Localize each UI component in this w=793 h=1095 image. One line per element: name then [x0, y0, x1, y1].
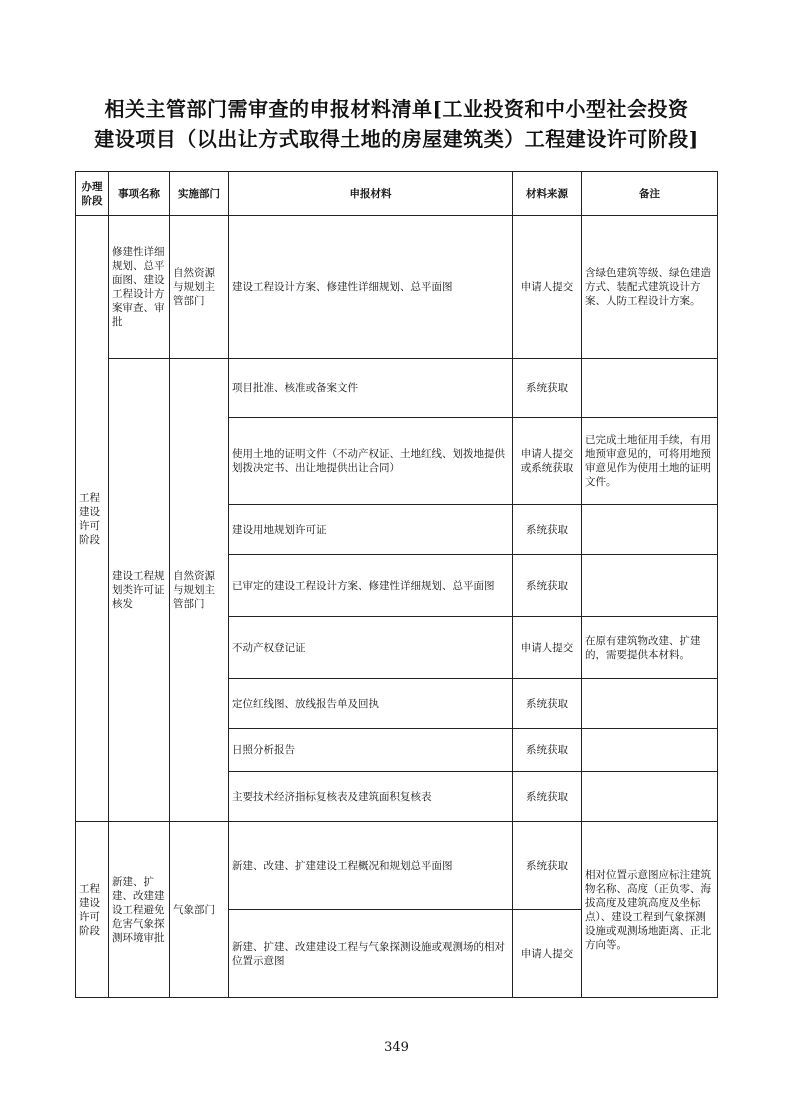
- note-cell: 在原有建筑物改建、扩建的，需要提供本材料。: [582, 617, 718, 679]
- header-department: 实施部门: [170, 172, 229, 216]
- material-cell: 新建、扩建、改建建设工程与气象探测设施或观测场的相对位置示意图: [229, 910, 513, 998]
- source-cell: 申请人提交: [513, 617, 582, 679]
- note-cell: [582, 772, 718, 822]
- stage-cell: 工程建设许可阶段: [76, 822, 109, 998]
- note-cell: 含绿色建筑等级、绿色建造方式、装配式建筑设计方案、人防工程设计方案。: [582, 216, 718, 359]
- material-cell: 项目批准、核准或备案文件: [229, 359, 513, 418]
- note-cell: 相对位置示意图应标注建筑物名称、高度（正负零、海拔高度及建筑高度及坐标点）、建设工程到气象探测设施或观测场地距离、正北方向等。: [582, 822, 718, 998]
- header-note: 备注: [582, 172, 718, 216]
- stage-cell: 工程建设许可阶段: [76, 216, 109, 822]
- source-cell: 系统获取: [513, 555, 582, 617]
- header-row: [76, 172, 718, 216]
- source-cell: 系统获取: [513, 822, 582, 910]
- item-name-cell: 修建性详细规划、总平面图、建设工程设计方案审查、审批: [109, 216, 170, 359]
- department-cell: 气象部门: [170, 822, 229, 998]
- material-cell: 不动产权登记证: [229, 617, 513, 679]
- materials-table: [75, 171, 718, 998]
- material-cell: 主要技术经济指标复核表及建筑面积复核表: [229, 772, 513, 822]
- material-cell: 使用土地的证明文件（不动产权证、土地红线、划拨地提供划拨决定书、出让地提供出让合同）: [229, 418, 513, 505]
- source-cell: 系统获取: [513, 359, 582, 418]
- header-item-name: 事项名称: [109, 172, 170, 216]
- note-cell: [582, 555, 718, 617]
- source-cell: 申请人提交: [513, 910, 582, 998]
- table-row: [76, 216, 718, 359]
- source-cell: 申请人提交: [513, 216, 582, 359]
- source-cell: 系统获取: [513, 505, 582, 555]
- department-cell: 自然资源与规划主管部门: [170, 216, 229, 359]
- note-cell: [582, 359, 718, 418]
- material-cell: 建设用地规划许可证: [229, 505, 513, 555]
- document-title: [40, 94, 753, 154]
- item-name-cell: 建设工程规划类许可证核发: [109, 359, 170, 822]
- note-cell: [582, 505, 718, 555]
- header-stage: 办理阶段: [76, 172, 109, 216]
- source-cell: 申请人提交或系统获取: [513, 418, 582, 505]
- title-line-2: 建设项目（以出让方式取得土地的房屋建筑类）工程建设许可阶段]: [94, 127, 699, 151]
- material-cell: 新建、改建、扩建建设工程概况和规划总平面图: [229, 822, 513, 910]
- material-cell: 日照分析报告: [229, 729, 513, 772]
- header-materials: 申报材料: [229, 172, 513, 216]
- department-cell: 自然资源与规划主管部门: [170, 359, 229, 822]
- source-cell: 系统获取: [513, 729, 582, 772]
- table-row: [76, 822, 718, 910]
- source-cell: 系统获取: [513, 679, 582, 729]
- header-source: 材料来源: [513, 172, 582, 216]
- item-name-cell: 新建、扩建、改建建设工程避免危害气象探测环境审批: [109, 822, 170, 998]
- table-row: [76, 359, 718, 418]
- source-cell: 系统获取: [513, 772, 582, 822]
- title-line-1: 相关主管部门需审查的申报材料清单[工业投资和中小型社会投资: [104, 97, 689, 121]
- note-cell: 已完成土地征用手续，有用地预审意见的，可将用地预审意见作为使用土地的证明文件。: [582, 418, 718, 505]
- material-cell: 定位红线图、放线报告单及回执: [229, 679, 513, 729]
- note-cell: [582, 679, 718, 729]
- material-cell: 建设工程设计方案、修建性详细规划、总平面图: [229, 216, 513, 359]
- material-cell: 已审定的建设工程设计方案、修建性详细规划、总平面图: [229, 555, 513, 617]
- note-cell: [582, 729, 718, 772]
- page-number: 349: [384, 1040, 409, 1055]
